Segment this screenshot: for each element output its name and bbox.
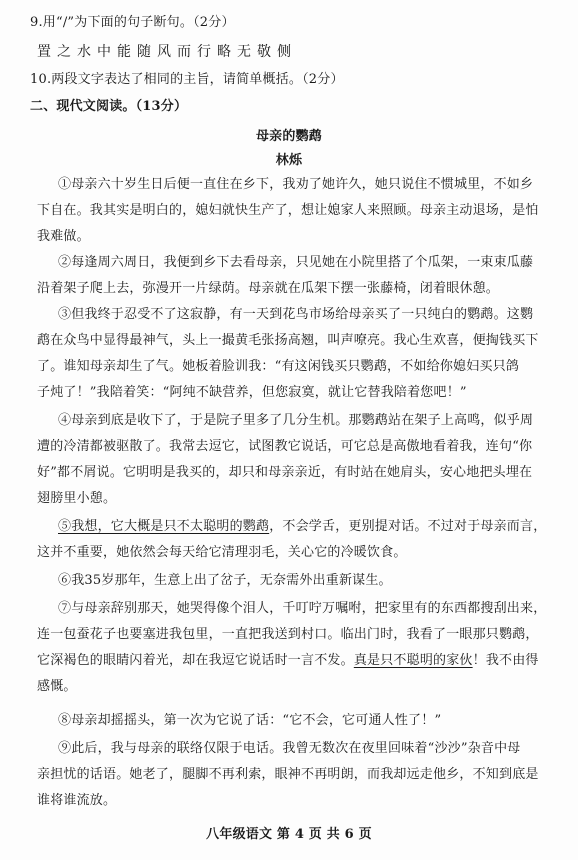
- article-line: 亲担忧的话语。她老了，腿脚不再利索，眼神不再明朗，而我却远走他乡，不知到底是: [37, 767, 539, 782]
- section-heading: 二、现代文阅读。（13分）: [30, 99, 188, 114]
- article-line: 沿着架子爬上去，弥漫开一片绿荫。母亲就在瓜架下摆一张藤椅，闭着眼休憩。: [37, 281, 500, 296]
- article-author: 林烁: [275, 153, 303, 168]
- article-line: 这并不重要，她依然会每天给它清理羽毛，关心它的冷暖饮食。: [37, 545, 407, 560]
- article-line: 遭的冷清都被驱散了。我常去逗它，试图教它说话，可它总是高傲地看着我，连句“你: [37, 439, 533, 454]
- question-10-prompt: 10.两段文字表达了相同的主旨，请简单概括。（2分）: [30, 72, 344, 87]
- article-line: ④母亲到底是收下了，于是院子里多了几分生机。那鹦鹉站在架子上高鸣，似乎周: [58, 413, 534, 428]
- article-line-7-start: 它深褐色的眼睛闪着光，却在我逗它说话时一言不发。: [37, 653, 354, 668]
- article-line: ③但我终于忍受不了这寂静，有一天到花鸟市场给母亲买了一只纯白的鹦鹉。这鹦: [58, 307, 534, 322]
- underlined-sentence-7: 真是只不聪明的家伙: [353, 653, 473, 668]
- article-line: 连一包蚕花子也要塞进我包里，一直把我送到村口。临出门时，我看了一眼那只鹦鹉，: [37, 627, 539, 642]
- question-9-sentence: 置之水中能随风而行略无敬侧: [37, 44, 297, 60]
- article-line: 好”都不屑说。它明明是我买的，却只和母亲亲近，有时站在她肩头，安心地把头埋在: [37, 465, 533, 480]
- page-footer: 八年级语文 第 4 页 共 6 页: [206, 827, 372, 842]
- article-line: 翅膀里小憩。: [37, 491, 117, 506]
- article-line: 我难做。: [37, 229, 90, 244]
- article-line: ①母亲六十岁生日后便一直住在乡下，我劝了她许久，她只说住不惯城里，不如乡: [58, 177, 534, 192]
- article-line: ⑥我35岁那年，生意上出了岔子，无奈需外出重新谋生。: [58, 573, 392, 588]
- article-line: 谁将谁流放。: [37, 793, 117, 808]
- article-line: 下自在。我其实是明白的，媳妇就快生产了，想让媳家人来照顾。母亲主动退场，是怕: [37, 203, 539, 218]
- article-line: ⑧母亲却摇摇头，第一次为它说了话：“它不会，它可通人性了！”: [58, 713, 442, 728]
- article-line-7-end: ！我不由得: [472, 653, 539, 668]
- article-title: 母亲的鹦鹉: [255, 129, 322, 144]
- article-line: ⑨此后，我与母亲的联络仅限于电话。我曾无数次在夜里回味着“沙沙”杂音中母: [58, 741, 521, 756]
- article-line: 鹉在众鸟中显得最神气，头上一撮黄毛张扬高翘，叫声嘹亮。我心生欢喜，便掏钱买下: [37, 333, 539, 348]
- article-line: 子炖了！”我陪着笑：“阿纯不缺营养，但您寂寞，就让它替我陪着您吧！”: [37, 385, 467, 400]
- article-line-7: [37, 652, 539, 670]
- article-line: ②每逢周六周日，我便到乡下去看母亲，只见她在小院里搭了个瓜架，一束束瓜藤: [58, 255, 534, 270]
- underlined-sentence-5: ⑤我想，它大概是只不太聪明的鹦鹉: [58, 519, 270, 534]
- article-line: 了。谁知母亲却生了气。她板着脸训我：“有这闲钱买只鹦鹉，不如给你媳妇买只鸽: [37, 359, 520, 374]
- article-line-5: [58, 518, 546, 536]
- article-line: ⑦与母亲辞别那天，她哭得像个泪人，千叮咛万嘱咐，把家里有的东西都搜刮出来，: [58, 601, 547, 616]
- article-line: 感慨。: [37, 679, 77, 694]
- article-line-5-rest: ，不会学舌，更别提对话。不过对于母亲而言，: [269, 519, 547, 534]
- question-9-prompt: 9.用“/”为下面的句子断句。（2分）: [30, 15, 235, 30]
